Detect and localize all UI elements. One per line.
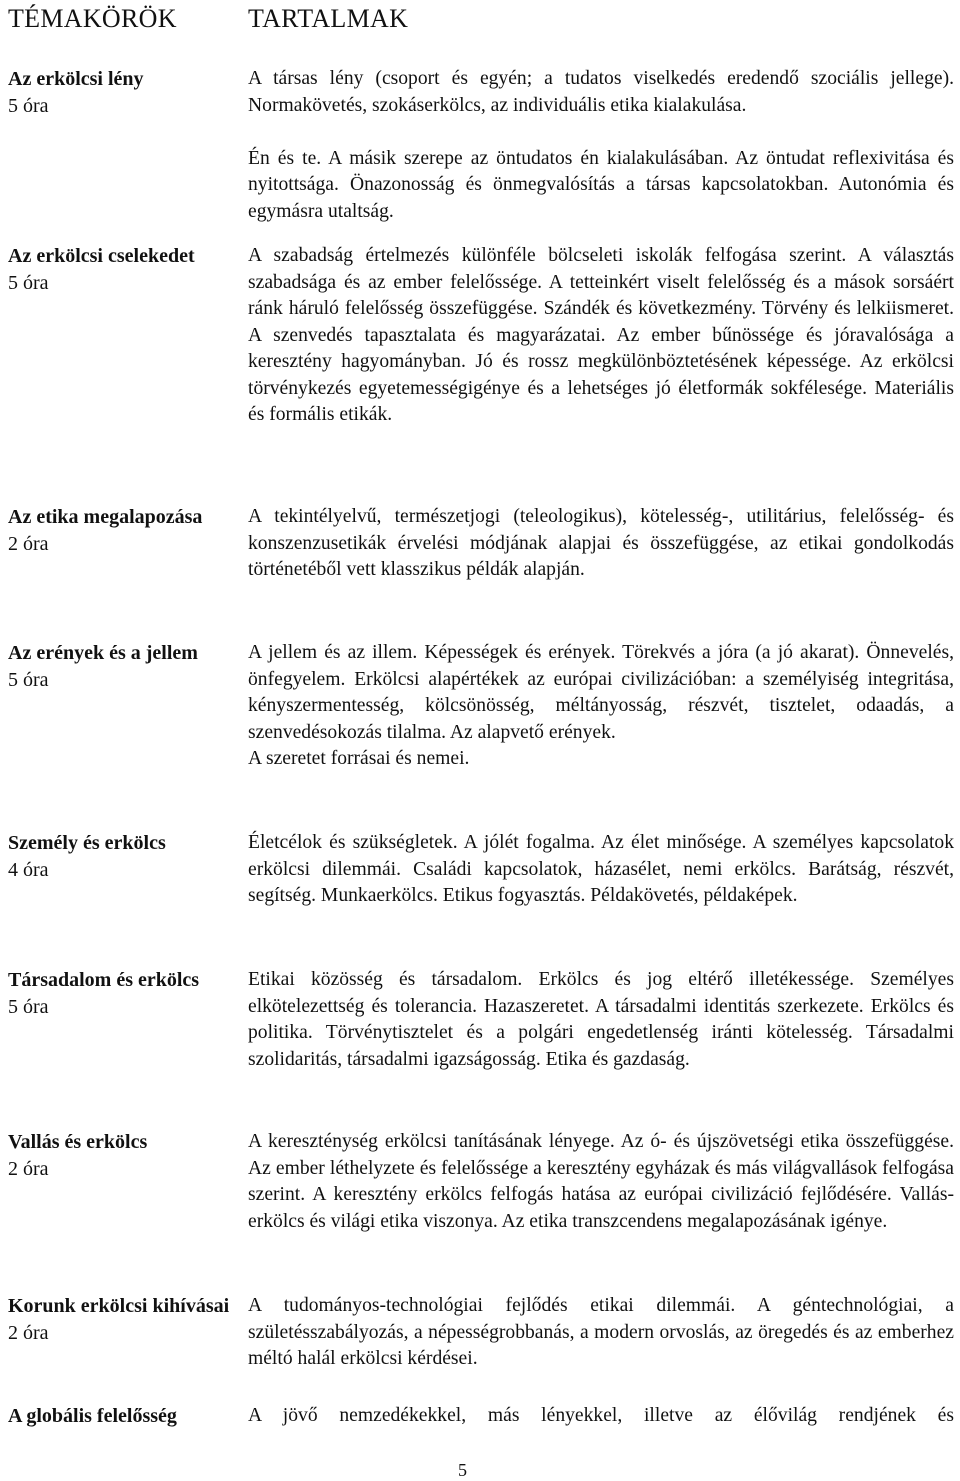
content-paragraph: A jövő nemzedékekkel, más lényekkel, illetve az élővilág rendjének és <box>248 1405 954 1426</box>
topic-title: Az erkölcsi cselekedet <box>8 245 195 267</box>
topic-hours: 2 óra <box>8 1321 49 1344</box>
content-paragraph: A tekintélyelvű, természetjogi (teleologikus), kötelesség-, utilitárius, felelősség- és konszenzusetikák érvelési módjának alapjai és összefüggése, az etikai gondolkodás történetéből vett klasszikus példák alapján. <box>248 506 954 580</box>
topic-hours: 5 óra <box>8 668 49 691</box>
content-paragraph: Életcélok és szükségletek. A jólét fogalma. Az élet minősége. A személyes kapcsolatok erkölcsi dilemmái. Családi kapcsolatok, házasélet, nemi erkölcs. Barátság, részvét, segítség. Munkaerkölcs. Etikus fogyasztás. Példakövetés, példaképek. <box>248 832 954 906</box>
topic-title: Az erkölcsi lény <box>8 68 144 90</box>
page-number: 5 <box>458 1460 467 1480</box>
topic-hours: 5 óra <box>8 995 49 1018</box>
topic-cell <box>8 66 236 119</box>
topic-hours: 5 óra <box>8 271 49 294</box>
topic-cell <box>8 640 236 693</box>
topic-cell <box>8 967 236 1020</box>
content-paragraph: A tudományos-technológiai fejlődés etikai dilemmái. A géntechnológiai, a születésszabályozás, a népességrobbanás, a modern orvoslás, az öregedés és az emberhez méltó halál erkölcsi kérdései. <box>248 1295 954 1369</box>
table-header <box>8 4 954 38</box>
content-paragraph: A jellem és az illem. Képességek és erények. Törekvés a jóra (a jó akarat). Önnevelés, önfegyelem. Erkölcsi alapértékek az európai civilizációban: a személyiség integritása, kényszermentesség, kölcsönösség, méltányosság, részvét, tisztelet, odaadás, a szenvedésokozás tilalma. Az alapvető erények. <box>248 642 954 743</box>
content-paragraph: Etikai közösség és társadalom. Erkölcs és jog eltérő illetékessége. Személyes elkötelezettség és tolerancia. Hazaszeretet. A társadalmi identitás szerkezete. Erkölcs és politika. Törvénytisztelet és a polgári engedetlenség iránti kötelesség. Társadalmi szolidaritás, társadalmi igazságosság. Etika és gazdaság. <box>248 969 954 1070</box>
topic-title: Személy és erkölcs <box>8 832 166 854</box>
topic-title: Az erények és a jellem <box>8 642 198 664</box>
content-cell <box>248 967 954 1073</box>
content-paragraph: Én és te. A másik szerepe az öntudatos én kialakulásában. Az öntudat reflexivitása és nyitottsága. Önazonosság és önmegvalósítás a társas kapcsolatokban. Autonómia és egymásra utaltság. <box>248 147 954 222</box>
topic-title: Az etika megalapozása <box>8 506 203 528</box>
column-heading-contents: TARTALMAK <box>248 4 409 33</box>
topic-cell <box>8 243 236 296</box>
topic-hours: 2 óra <box>8 532 49 555</box>
column-heading-topics: TÉMAKÖRÖK <box>8 4 177 33</box>
topic-title: Társadalom és erkölcs <box>8 969 200 991</box>
content-cell <box>248 830 954 910</box>
content-cell <box>248 1403 954 1430</box>
topic-title: A globális felelősség <box>8 1405 177 1427</box>
topic-hours: 5 óra <box>8 94 49 117</box>
content-cell <box>248 243 954 429</box>
content-paragraph: A társas lény (csoport és egyén; a tudatos viselkedés eredendő szociális jellege). Normakövetés, szokáserkölcs, az individuális etika kialakulása. <box>248 68 954 116</box>
topic-title: Vallás és erkölcs <box>8 1131 148 1153</box>
topic-cell <box>8 1403 236 1430</box>
content-cell <box>248 640 954 773</box>
content-cell <box>248 1293 954 1373</box>
topic-cell <box>8 1293 236 1346</box>
topic-cell <box>8 830 236 883</box>
content-cell <box>248 66 954 225</box>
topic-title: Korunk erkölcsi kihívásai <box>8 1295 230 1317</box>
topic-hours: 2 óra <box>8 1157 49 1180</box>
content-paragraph: A szabadság értelmezés különféle bölcseleti iskolák felfogása szerint. A választás szabadsága és az ember felelőssége. A tetteinkért viselt felelősség és a mások sorsáért ránk háruló felelősség összefüggése. Szándék és következmény. Törvény és lelkiismeret. A szenvedés tapasztalata és magyarázatai. Az ember bűnössége és jóravalósága a keresztény hagyományban. Jó és rossz megkülönböztetésének képessége. Az erkölcsi törvénykezés egyetemességigénye és a lehetséges jó életformák sokfélesége. Materiális és formális etikák. <box>248 245 954 425</box>
content-paragraph: A szeretet forrásai és nemei. <box>248 748 470 769</box>
topic-cell <box>8 504 236 557</box>
topic-hours: 4 óra <box>8 858 49 881</box>
content-cell <box>248 504 954 584</box>
content-paragraph: A kereszténység erkölcsi tanításának lényege. Az ó- és újszövetségi etika összefüggése. Az ember léthelyzete és felelőssége a keresztény egyházak és más világvallások felfogása szerint. A keresztény erkölcs felfogás hatása az európai civilizáció fejlődésére. Valláserkölcs és világi etika viszonya. Az etika transzcendens megalapozásának igénye. <box>248 1131 954 1232</box>
content-cell <box>248 1129 954 1235</box>
topic-cell <box>8 1129 236 1182</box>
